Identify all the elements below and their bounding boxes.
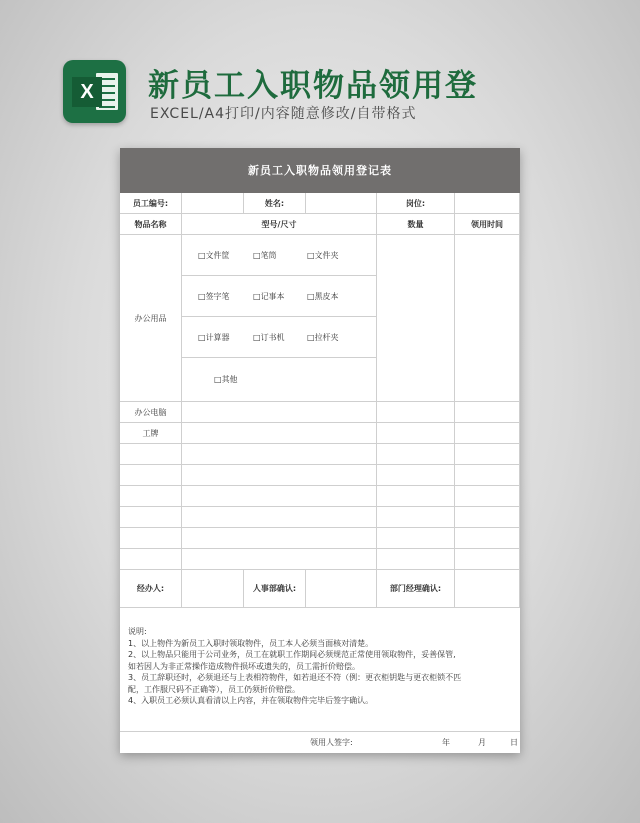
table-row[interactable] <box>455 444 520 465</box>
handler-label: 经办人: <box>120 570 182 608</box>
note-line: 如若因人为非正常操作造成物件损坏或遗失的，员工需折价赔偿。 <box>128 661 360 671</box>
employee-no-label: 员工编号: <box>120 193 182 214</box>
checkbox-item[interactable]: □文件筐 <box>198 251 230 260</box>
table-row[interactable] <box>182 507 377 528</box>
page-subtitle: EXCEL/A4打印/内容随意修改/自带格式 <box>150 106 417 122</box>
dept-manager-label: 部门经理确认: <box>377 570 455 608</box>
table-row[interactable] <box>182 486 377 507</box>
checkbox-item[interactable]: □签字笔 <box>198 292 230 301</box>
table-row[interactable] <box>120 444 182 465</box>
page-title: 新员工入职物品领用登 <box>148 68 478 104</box>
position-label: 岗位: <box>377 193 455 214</box>
recipient-signature-label: 领用人签字: <box>310 738 353 747</box>
note-line: 4、入职员工必须认真看清以上内容，并在领取物件完毕后签字确认。 <box>128 696 374 705</box>
handler-field[interactable] <box>182 570 244 608</box>
table-row[interactable] <box>377 507 455 528</box>
table-row[interactable] <box>377 528 455 549</box>
table-row[interactable] <box>182 444 377 465</box>
item-name-header: 物品名称 <box>120 214 182 235</box>
item-computer: 办公电脑 <box>120 402 182 423</box>
note-line: 1、以上物件为新员工入职时领取物件，员工本人必须当面核对清楚。 <box>128 638 374 648</box>
table-row[interactable] <box>120 486 182 507</box>
position-field[interactable] <box>455 193 520 214</box>
checkbox-item[interactable]: □订书机 <box>253 333 285 342</box>
table-row[interactable] <box>455 486 520 507</box>
document-sheet <box>120 148 520 753</box>
table-row[interactable] <box>182 528 377 549</box>
item-badge: 工牌 <box>120 423 182 444</box>
hr-confirm-label: 人事部确认: <box>244 570 306 608</box>
badge-time[interactable] <box>455 423 520 444</box>
time-header: 领用时间 <box>455 214 520 235</box>
checkbox-item[interactable]: □黑皮本 <box>307 292 339 301</box>
table-row[interactable] <box>455 549 520 570</box>
employee-no-field[interactable] <box>182 193 244 214</box>
checkbox-item[interactable]: □计算器 <box>198 333 230 342</box>
table-row[interactable] <box>120 465 182 486</box>
table-row[interactable] <box>120 507 182 528</box>
checkbox-item[interactable]: □拉杆夹 <box>307 333 339 342</box>
table-row[interactable] <box>182 465 377 486</box>
note-line: 2、以上物品只能用于公司业务，员工在就职工作期间必须规范正常使用领取物件，妥善保管, <box>128 650 456 659</box>
day-label: 日 <box>510 738 518 747</box>
name-label: 姓名: <box>244 193 306 214</box>
table-row[interactable] <box>377 549 455 570</box>
dept-manager-field[interactable] <box>455 570 520 608</box>
badge-qty[interactable] <box>377 423 455 444</box>
quantity-header: 数量 <box>377 214 455 235</box>
recipient-signature-row <box>120 731 520 753</box>
table-row[interactable] <box>377 444 455 465</box>
table-row[interactable] <box>182 549 377 570</box>
table-row[interactable] <box>377 486 455 507</box>
table-row[interactable] <box>120 528 182 549</box>
computer-qty[interactable] <box>377 402 455 423</box>
table-row[interactable] <box>455 507 520 528</box>
month-label: 月 <box>478 738 486 747</box>
computer-model[interactable] <box>182 402 377 423</box>
computer-time[interactable] <box>455 402 520 423</box>
office-supplies-category: 办公用品 <box>120 235 182 402</box>
table-row[interactable] <box>120 549 182 570</box>
supplies-time[interactable] <box>455 235 520 402</box>
checkbox-item[interactable]: □其他 <box>214 375 238 384</box>
excel-icon <box>63 60 126 123</box>
note-line: 3、员工辞职还时，必须退还与上表相符物件，如若退还不符（例：更衣柜钥匙与更衣柜锁不匹 <box>128 673 462 682</box>
year-label: 年 <box>442 738 450 747</box>
model-header: 型号/尺寸 <box>182 214 377 235</box>
document-title: 新员工入职物品领用登记表 <box>120 148 520 193</box>
checkbox-item[interactable]: □笔筒 <box>253 251 277 260</box>
table-row[interactable] <box>455 528 520 549</box>
supplies-quantity[interactable] <box>377 235 455 402</box>
supplies-row-4 <box>182 358 377 402</box>
note-line: 配，工作服尺码不正确等），员工仍须折价赔偿。 <box>128 684 300 694</box>
notes-heading: 说明: <box>128 627 147 636</box>
badge-model[interactable] <box>182 423 377 444</box>
table-row[interactable] <box>377 465 455 486</box>
notes-section <box>128 626 520 707</box>
checkbox-item[interactable]: □记事本 <box>253 292 285 301</box>
hr-confirm-field[interactable] <box>306 570 377 608</box>
excel-x-letter: X <box>72 77 102 107</box>
checkbox-item[interactable]: □文件夹 <box>307 251 339 260</box>
table-row[interactable] <box>455 465 520 486</box>
name-field[interactable] <box>306 193 377 214</box>
form-table <box>120 193 520 608</box>
